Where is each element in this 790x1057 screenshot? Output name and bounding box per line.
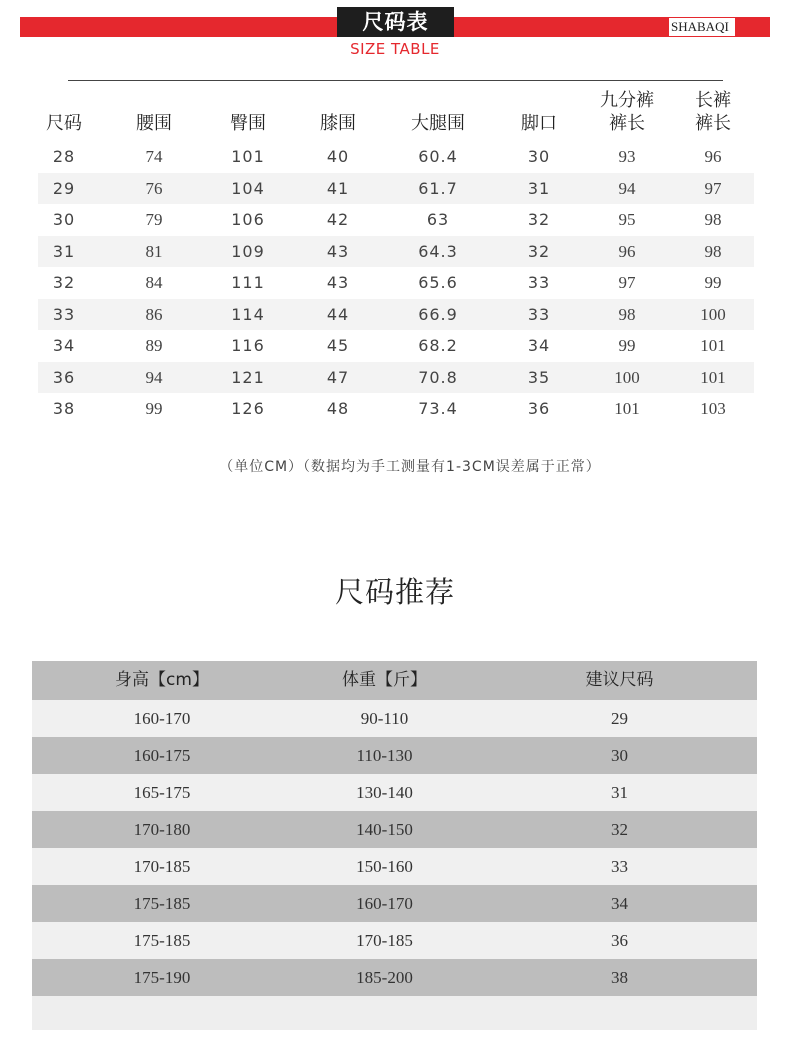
cell-waist: 86 bbox=[145, 304, 163, 324]
table-row bbox=[32, 737, 757, 774]
cell-size: 33 bbox=[52, 304, 76, 324]
table-row bbox=[38, 267, 754, 299]
cell-height: 170-185 bbox=[133, 857, 191, 876]
cell-height: 160-170 bbox=[133, 709, 191, 728]
table-row bbox=[38, 299, 754, 331]
cell-weight: 160-170 bbox=[356, 894, 413, 913]
cell-hip: 116 bbox=[231, 336, 265, 355]
column-header-full-length: 长裤 裤长 bbox=[695, 90, 731, 134]
cell-size: 28 bbox=[52, 147, 76, 166]
cell-full-length: 103 bbox=[700, 399, 726, 418]
cell-cropped-length: 98 bbox=[618, 304, 636, 324]
cell-height: 170-180 bbox=[133, 820, 191, 839]
cell-hip: 106 bbox=[231, 210, 265, 229]
cell-suggested-size: 33 bbox=[611, 857, 628, 876]
cell-cropped-length: 99 bbox=[618, 336, 636, 355]
table-row bbox=[38, 173, 754, 205]
cell-suggested-size: 38 bbox=[611, 968, 628, 987]
brand-label: SHABAQI bbox=[669, 18, 735, 36]
cell-waist: 74 bbox=[145, 147, 163, 166]
recommendation-title: 尺码推荐 bbox=[334, 575, 455, 609]
column-header-hem: 脚口 bbox=[521, 113, 557, 134]
cell-suggested-size: 34 bbox=[611, 894, 628, 913]
table-row bbox=[32, 848, 757, 885]
cell-waist: 76 bbox=[145, 178, 163, 198]
cell-waist: 84 bbox=[145, 273, 163, 292]
cell-cropped-length: 94 bbox=[618, 178, 636, 198]
cell-cropped-length: 93 bbox=[618, 147, 636, 166]
cell-height: 160-175 bbox=[133, 746, 191, 765]
cell-weight: 110-130 bbox=[356, 746, 413, 765]
table-row bbox=[32, 959, 757, 996]
page-title: 尺码表 bbox=[337, 7, 454, 37]
cell-knee: 44 bbox=[326, 304, 350, 324]
cell-height: 175-185 bbox=[133, 894, 191, 913]
cell-height: 175-190 bbox=[133, 968, 191, 987]
cell-size: 29 bbox=[52, 178, 76, 198]
cell-hip: 114 bbox=[231, 304, 265, 324]
cell-thigh: 66.9 bbox=[418, 304, 458, 324]
cell-full-length: 97 bbox=[704, 178, 722, 198]
cell-hem: 33 bbox=[527, 273, 551, 292]
table-row bbox=[32, 700, 757, 737]
cell-suggested-size: 31 bbox=[611, 783, 628, 802]
cell-hip: 111 bbox=[231, 273, 265, 292]
column-header-size: 尺码 bbox=[46, 113, 82, 134]
cell-hem: 32 bbox=[527, 210, 551, 229]
recommendation-table bbox=[32, 661, 757, 1030]
cell-hip: 121 bbox=[231, 367, 265, 387]
table-row bbox=[32, 922, 757, 959]
cell-thigh: 61.7 bbox=[418, 178, 458, 198]
cell-thigh: 64.3 bbox=[418, 241, 458, 261]
column-header-height: 身高【cm】 bbox=[115, 670, 209, 690]
cell-full-length: 100 bbox=[700, 304, 726, 324]
cell-knee: 43 bbox=[326, 273, 350, 292]
cell-size: 38 bbox=[52, 399, 76, 418]
column-header-suggested-size: 建议尺码 bbox=[585, 670, 654, 690]
cell-thigh: 73.4 bbox=[418, 399, 458, 418]
cell-full-length: 96 bbox=[704, 147, 722, 166]
cell-weight: 90-110 bbox=[360, 709, 409, 728]
cell-knee: 43 bbox=[326, 241, 350, 261]
cell-full-length: 98 bbox=[704, 210, 722, 229]
cell-thigh: 65.6 bbox=[418, 273, 458, 292]
cell-waist: 81 bbox=[145, 241, 163, 261]
table-row bbox=[38, 393, 754, 425]
cell-full-length: 99 bbox=[704, 273, 722, 292]
column-header-weight: 体重【斤】 bbox=[342, 670, 427, 690]
cell-height: 165-175 bbox=[133, 783, 191, 802]
cell-cropped-length: 101 bbox=[614, 399, 640, 418]
cell-hip: 101 bbox=[231, 147, 265, 166]
cell-full-length: 101 bbox=[700, 367, 726, 387]
column-header-hip: 臀围 bbox=[230, 113, 266, 134]
cell-knee: 42 bbox=[326, 210, 350, 229]
cell-waist: 89 bbox=[145, 336, 163, 355]
cell-suggested-size: 36 bbox=[611, 931, 628, 950]
column-header-thigh: 大腿围 bbox=[411, 113, 465, 134]
size-table bbox=[38, 84, 754, 425]
cell-cropped-length: 97 bbox=[618, 273, 636, 292]
table-row bbox=[38, 141, 754, 173]
cell-hem: 32 bbox=[527, 241, 551, 261]
cell-size: 34 bbox=[52, 336, 76, 355]
cell-waist: 94 bbox=[145, 367, 163, 387]
recommendation-table-body bbox=[32, 700, 757, 996]
header-divider bbox=[68, 80, 723, 81]
cell-thigh: 68.2 bbox=[418, 336, 458, 355]
column-header-knee: 膝围 bbox=[320, 113, 356, 134]
cell-hem: 31 bbox=[527, 178, 551, 198]
table-row bbox=[38, 236, 754, 268]
cell-waist: 99 bbox=[145, 399, 163, 418]
cell-hem: 30 bbox=[527, 147, 551, 166]
cell-hip: 109 bbox=[231, 241, 265, 261]
cell-height: 175-185 bbox=[133, 931, 191, 950]
cell-full-length: 98 bbox=[704, 241, 722, 261]
cell-hip: 126 bbox=[231, 399, 265, 418]
cell-knee: 40 bbox=[326, 147, 350, 166]
cell-knee: 48 bbox=[326, 399, 350, 418]
cell-hem: 36 bbox=[527, 399, 551, 418]
measurement-note: （单位CM）（数据均为手工测量有1-3CM误差属于正常） bbox=[219, 459, 601, 475]
cell-knee: 47 bbox=[326, 367, 350, 387]
cell-suggested-size: 30 bbox=[611, 746, 628, 765]
cell-suggested-size: 32 bbox=[611, 820, 628, 839]
cell-size: 32 bbox=[52, 273, 76, 292]
cell-weight: 185-200 bbox=[356, 968, 413, 987]
cell-size: 30 bbox=[52, 210, 76, 229]
cell-knee: 45 bbox=[326, 336, 350, 355]
cell-weight: 170-185 bbox=[356, 931, 413, 950]
table-row bbox=[32, 774, 757, 811]
table-row bbox=[38, 204, 754, 236]
cell-waist: 79 bbox=[145, 210, 163, 229]
cell-weight: 140-150 bbox=[356, 820, 413, 839]
cell-full-length: 101 bbox=[700, 336, 726, 355]
cell-thigh: 60.4 bbox=[418, 147, 458, 166]
cell-size: 31 bbox=[52, 241, 76, 261]
cell-weight: 150-160 bbox=[356, 857, 413, 876]
cell-knee: 41 bbox=[326, 178, 350, 198]
cell-hem: 33 bbox=[527, 304, 551, 324]
cell-cropped-length: 100 bbox=[614, 367, 640, 387]
cell-cropped-length: 96 bbox=[618, 241, 636, 261]
cell-thigh: 70.8 bbox=[418, 367, 458, 387]
recommendation-table-header bbox=[32, 661, 757, 700]
column-header-cropped-length: 九分裤 裤长 bbox=[600, 90, 654, 134]
page-subtitle: SIZE TABLE bbox=[350, 40, 440, 58]
column-header-waist: 腰围 bbox=[136, 113, 172, 134]
cell-hem: 34 bbox=[527, 336, 551, 355]
cell-hem: 35 bbox=[527, 367, 551, 387]
cell-suggested-size: 29 bbox=[611, 709, 628, 728]
size-table-header bbox=[38, 84, 754, 141]
table-row bbox=[38, 362, 754, 394]
cell-weight: 130-140 bbox=[356, 783, 413, 802]
cell-thigh: 63 bbox=[426, 210, 450, 229]
size-table-body bbox=[38, 141, 754, 425]
recommendation-table-footer bbox=[32, 996, 757, 1030]
cell-hip: 104 bbox=[231, 178, 265, 198]
table-row bbox=[32, 885, 757, 922]
cell-cropped-length: 95 bbox=[618, 210, 636, 229]
cell-size: 36 bbox=[52, 367, 76, 387]
table-row bbox=[38, 330, 754, 362]
table-row bbox=[32, 811, 757, 848]
